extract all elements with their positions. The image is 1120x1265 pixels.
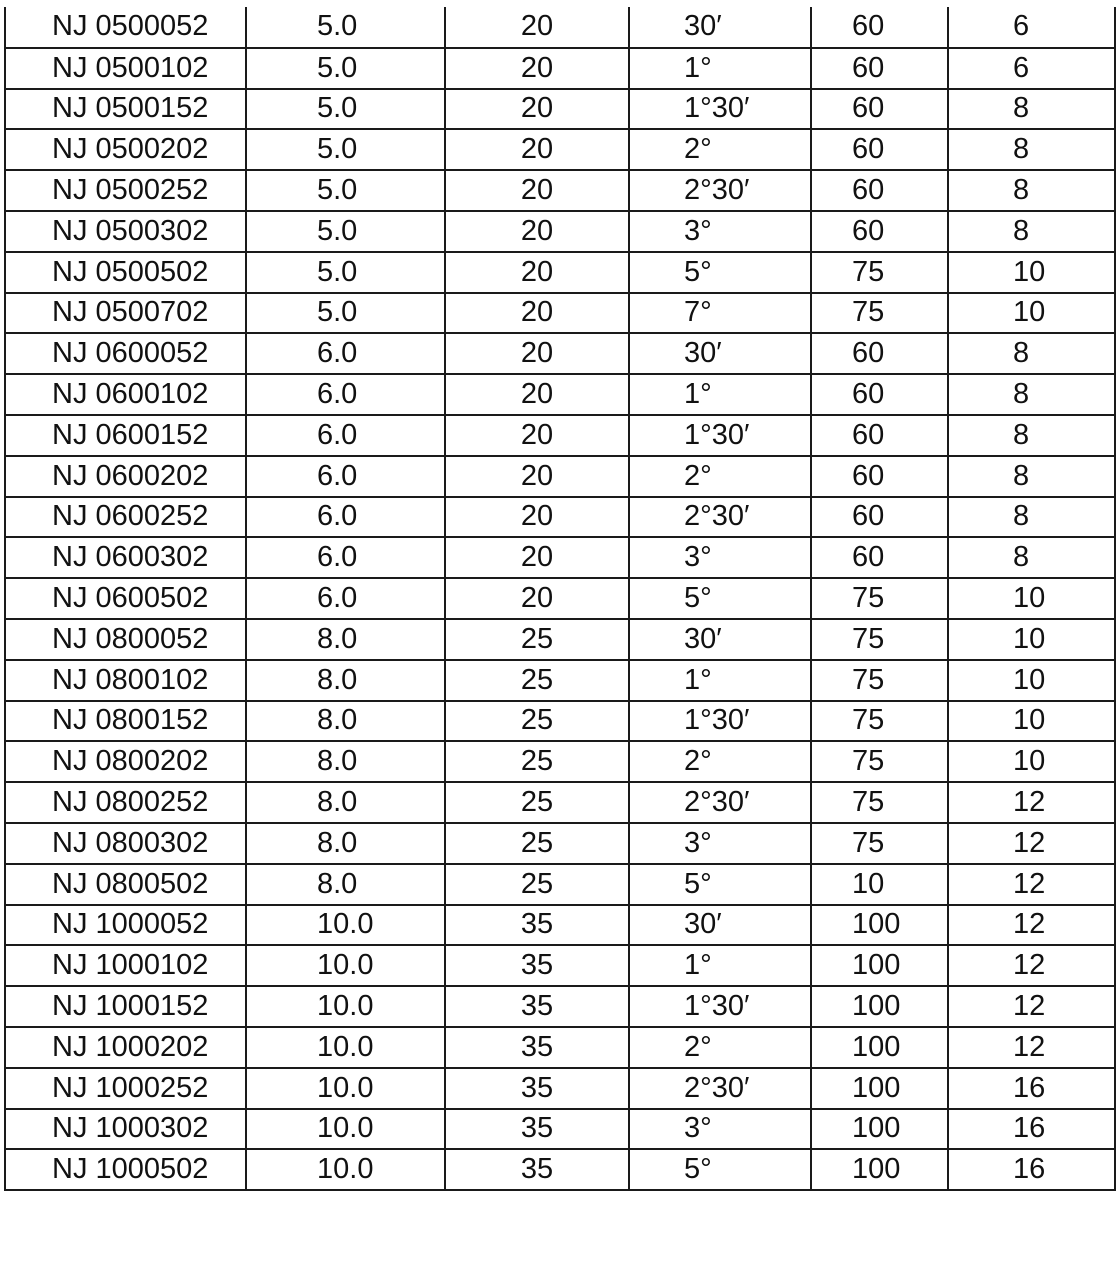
length-cell: 25 [445, 782, 629, 823]
length-cell: 20 [445, 89, 629, 130]
table-row [5, 823, 1115, 864]
length-cell: 20 [445, 7, 629, 48]
diameter-cell: 8.0 [246, 864, 445, 905]
angle-cell: 2° [629, 129, 811, 170]
overall-length-cell: 60 [811, 129, 948, 170]
angle-cell: 3° [629, 1109, 811, 1150]
flutes-cell: 10 [948, 701, 1115, 742]
flutes-cell: 12 [948, 945, 1115, 986]
angle-cell: 30′ [629, 905, 811, 946]
length-cell: 35 [445, 1149, 629, 1190]
diameter-cell: 10.0 [246, 1027, 445, 1068]
diameter-cell: 5.0 [246, 170, 445, 211]
overall-length-cell: 100 [811, 1068, 948, 1109]
diameter-cell: 8.0 [246, 741, 445, 782]
overall-length-cell: 60 [811, 374, 948, 415]
angle-cell: 2°30′ [629, 497, 811, 538]
flutes-cell: 10 [948, 660, 1115, 701]
overall-length-cell: 10 [811, 864, 948, 905]
angle-cell: 1° [629, 660, 811, 701]
length-cell: 35 [445, 1068, 629, 1109]
angle-cell: 5° [629, 1149, 811, 1190]
diameter-cell: 8.0 [246, 782, 445, 823]
overall-length-cell: 100 [811, 1109, 948, 1150]
part-number-cell: NJ 0800152 [5, 701, 246, 742]
part-number-cell: NJ 0800052 [5, 619, 246, 660]
diameter-cell: 10.0 [246, 945, 445, 986]
overall-length-cell: 60 [811, 48, 948, 89]
angle-cell: 5° [629, 578, 811, 619]
table-row [5, 456, 1115, 497]
diameter-cell: 10.0 [246, 1068, 445, 1109]
overall-length-cell: 75 [811, 660, 948, 701]
diameter-cell: 5.0 [246, 89, 445, 130]
length-cell: 20 [445, 333, 629, 374]
overall-length-cell: 100 [811, 905, 948, 946]
part-number-cell: NJ 0800302 [5, 823, 246, 864]
angle-cell: 5° [629, 252, 811, 293]
table-row [5, 1027, 1115, 1068]
table-row [5, 89, 1115, 130]
flutes-cell: 10 [948, 578, 1115, 619]
diameter-cell: 6.0 [246, 333, 445, 374]
flutes-cell: 12 [948, 905, 1115, 946]
length-cell: 20 [445, 456, 629, 497]
overall-length-cell: 60 [811, 497, 948, 538]
flutes-cell: 8 [948, 374, 1115, 415]
length-cell: 20 [445, 211, 629, 252]
table-row [5, 701, 1115, 742]
flutes-cell: 8 [948, 456, 1115, 497]
length-cell: 20 [445, 252, 629, 293]
angle-cell: 3° [629, 823, 811, 864]
overall-length-cell: 60 [811, 211, 948, 252]
spec-table [4, 7, 1116, 1191]
length-cell: 35 [445, 945, 629, 986]
table-row [5, 986, 1115, 1027]
part-number-cell: NJ 0600152 [5, 415, 246, 456]
table-row [5, 129, 1115, 170]
diameter-cell: 6.0 [246, 578, 445, 619]
diameter-cell: 5.0 [246, 129, 445, 170]
overall-length-cell: 75 [811, 823, 948, 864]
length-cell: 25 [445, 660, 629, 701]
table-row [5, 1068, 1115, 1109]
part-number-cell: NJ 0500502 [5, 252, 246, 293]
overall-length-cell: 75 [811, 741, 948, 782]
part-number-cell: NJ 0500052 [5, 7, 246, 48]
length-cell: 25 [445, 864, 629, 905]
table-row [5, 578, 1115, 619]
overall-length-cell: 60 [811, 415, 948, 456]
part-number-cell: NJ 1000152 [5, 986, 246, 1027]
length-cell: 20 [445, 48, 629, 89]
angle-cell: 1° [629, 48, 811, 89]
part-number-cell: NJ 0600202 [5, 456, 246, 497]
overall-length-cell: 60 [811, 7, 948, 48]
part-number-cell: NJ 0500102 [5, 48, 246, 89]
overall-length-cell: 60 [811, 333, 948, 374]
diameter-cell: 6.0 [246, 415, 445, 456]
part-number-cell: NJ 0500202 [5, 129, 246, 170]
angle-cell: 1° [629, 945, 811, 986]
part-number-cell: NJ 0800252 [5, 782, 246, 823]
flutes-cell: 12 [948, 823, 1115, 864]
overall-length-cell: 100 [811, 986, 948, 1027]
length-cell: 35 [445, 1027, 629, 1068]
table-row [5, 252, 1115, 293]
angle-cell: 3° [629, 537, 811, 578]
part-number-cell: NJ 0500152 [5, 89, 246, 130]
angle-cell: 5° [629, 864, 811, 905]
angle-cell: 3° [629, 211, 811, 252]
overall-length-cell: 75 [811, 619, 948, 660]
part-number-cell: NJ 1000102 [5, 945, 246, 986]
diameter-cell: 6.0 [246, 374, 445, 415]
flutes-cell: 8 [948, 170, 1115, 211]
length-cell: 25 [445, 741, 629, 782]
table-row [5, 333, 1115, 374]
part-number-cell: NJ 0600252 [5, 497, 246, 538]
length-cell: 20 [445, 537, 629, 578]
flutes-cell: 8 [948, 211, 1115, 252]
table-row [5, 782, 1115, 823]
length-cell: 35 [445, 986, 629, 1027]
flutes-cell: 10 [948, 293, 1115, 334]
overall-length-cell: 100 [811, 1149, 948, 1190]
overall-length-cell: 75 [811, 252, 948, 293]
length-cell: 25 [445, 619, 629, 660]
diameter-cell: 8.0 [246, 660, 445, 701]
overall-length-cell: 60 [811, 537, 948, 578]
part-number-cell: NJ 0600052 [5, 333, 246, 374]
table-row [5, 905, 1115, 946]
diameter-cell: 10.0 [246, 986, 445, 1027]
part-number-cell: NJ 1000252 [5, 1068, 246, 1109]
flutes-cell: 8 [948, 537, 1115, 578]
part-number-cell: NJ 0600102 [5, 374, 246, 415]
angle-cell: 2°30′ [629, 1068, 811, 1109]
table-row [5, 1109, 1115, 1150]
flutes-cell: 10 [948, 619, 1115, 660]
overall-length-cell: 60 [811, 89, 948, 130]
diameter-cell: 8.0 [246, 823, 445, 864]
table-row [5, 497, 1115, 538]
length-cell: 25 [445, 701, 629, 742]
length-cell: 25 [445, 823, 629, 864]
flutes-cell: 6 [948, 48, 1115, 89]
table-row [5, 741, 1115, 782]
angle-cell: 30′ [629, 333, 811, 374]
part-number-cell: NJ 1000202 [5, 1027, 246, 1068]
part-number-cell: NJ 1000502 [5, 1149, 246, 1190]
diameter-cell: 6.0 [246, 456, 445, 497]
length-cell: 20 [445, 374, 629, 415]
diameter-cell: 6.0 [246, 497, 445, 538]
angle-cell: 2° [629, 741, 811, 782]
table-row [5, 48, 1115, 89]
part-number-cell: NJ 1000302 [5, 1109, 246, 1150]
table-row [5, 415, 1115, 456]
table-row [5, 7, 1115, 48]
diameter-cell: 5.0 [246, 7, 445, 48]
length-cell: 20 [445, 497, 629, 538]
overall-length-cell: 75 [811, 701, 948, 742]
diameter-cell: 8.0 [246, 701, 445, 742]
table-row [5, 1149, 1115, 1190]
angle-cell: 2°30′ [629, 782, 811, 823]
diameter-cell: 6.0 [246, 537, 445, 578]
flutes-cell: 8 [948, 89, 1115, 130]
flutes-cell: 10 [948, 741, 1115, 782]
flutes-cell: 16 [948, 1068, 1115, 1109]
diameter-cell: 5.0 [246, 48, 445, 89]
table-row [5, 864, 1115, 905]
length-cell: 20 [445, 415, 629, 456]
table-row [5, 211, 1115, 252]
flutes-cell: 8 [948, 497, 1115, 538]
part-number-cell: NJ 0800102 [5, 660, 246, 701]
table-body [5, 7, 1115, 1190]
angle-cell: 30′ [629, 7, 811, 48]
table-row [5, 170, 1115, 211]
table-row [5, 945, 1115, 986]
overall-length-cell: 75 [811, 782, 948, 823]
angle-cell: 2° [629, 1027, 811, 1068]
table-row [5, 660, 1115, 701]
diameter-cell: 5.0 [246, 293, 445, 334]
overall-length-cell: 60 [811, 456, 948, 497]
flutes-cell: 8 [948, 129, 1115, 170]
flutes-cell: 6 [948, 7, 1115, 48]
angle-cell: 1°30′ [629, 986, 811, 1027]
overall-length-cell: 100 [811, 945, 948, 986]
length-cell: 20 [445, 129, 629, 170]
flutes-cell: 10 [948, 252, 1115, 293]
part-number-cell: NJ 1000052 [5, 905, 246, 946]
flutes-cell: 12 [948, 986, 1115, 1027]
table-row [5, 619, 1115, 660]
angle-cell: 7° [629, 293, 811, 334]
flutes-cell: 12 [948, 864, 1115, 905]
flutes-cell: 12 [948, 1027, 1115, 1068]
angle-cell: 1°30′ [629, 701, 811, 742]
flutes-cell: 16 [948, 1109, 1115, 1150]
part-number-cell: NJ 0600302 [5, 537, 246, 578]
part-number-cell: NJ 0500702 [5, 293, 246, 334]
length-cell: 20 [445, 293, 629, 334]
part-number-cell: NJ 0500302 [5, 211, 246, 252]
table-row [5, 374, 1115, 415]
diameter-cell: 10.0 [246, 1109, 445, 1150]
length-cell: 35 [445, 1109, 629, 1150]
angle-cell: 1° [629, 374, 811, 415]
overall-length-cell: 100 [811, 1027, 948, 1068]
flutes-cell: 8 [948, 415, 1115, 456]
overall-length-cell: 75 [811, 578, 948, 619]
overall-length-cell: 60 [811, 170, 948, 211]
angle-cell: 1°30′ [629, 415, 811, 456]
overall-length-cell: 75 [811, 293, 948, 334]
table-row [5, 537, 1115, 578]
angle-cell: 30′ [629, 619, 811, 660]
part-number-cell: NJ 0500252 [5, 170, 246, 211]
diameter-cell: 8.0 [246, 619, 445, 660]
length-cell: 20 [445, 170, 629, 211]
angle-cell: 2° [629, 456, 811, 497]
angle-cell: 2°30′ [629, 170, 811, 211]
diameter-cell: 10.0 [246, 1149, 445, 1190]
diameter-cell: 5.0 [246, 211, 445, 252]
angle-cell: 1°30′ [629, 89, 811, 130]
table-row [5, 293, 1115, 334]
diameter-cell: 10.0 [246, 905, 445, 946]
length-cell: 35 [445, 905, 629, 946]
flutes-cell: 16 [948, 1149, 1115, 1190]
length-cell: 20 [445, 578, 629, 619]
flutes-cell: 8 [948, 333, 1115, 374]
diameter-cell: 5.0 [246, 252, 445, 293]
flutes-cell: 12 [948, 782, 1115, 823]
part-number-cell: NJ 0600502 [5, 578, 246, 619]
part-number-cell: NJ 0800502 [5, 864, 246, 905]
part-number-cell: NJ 0800202 [5, 741, 246, 782]
